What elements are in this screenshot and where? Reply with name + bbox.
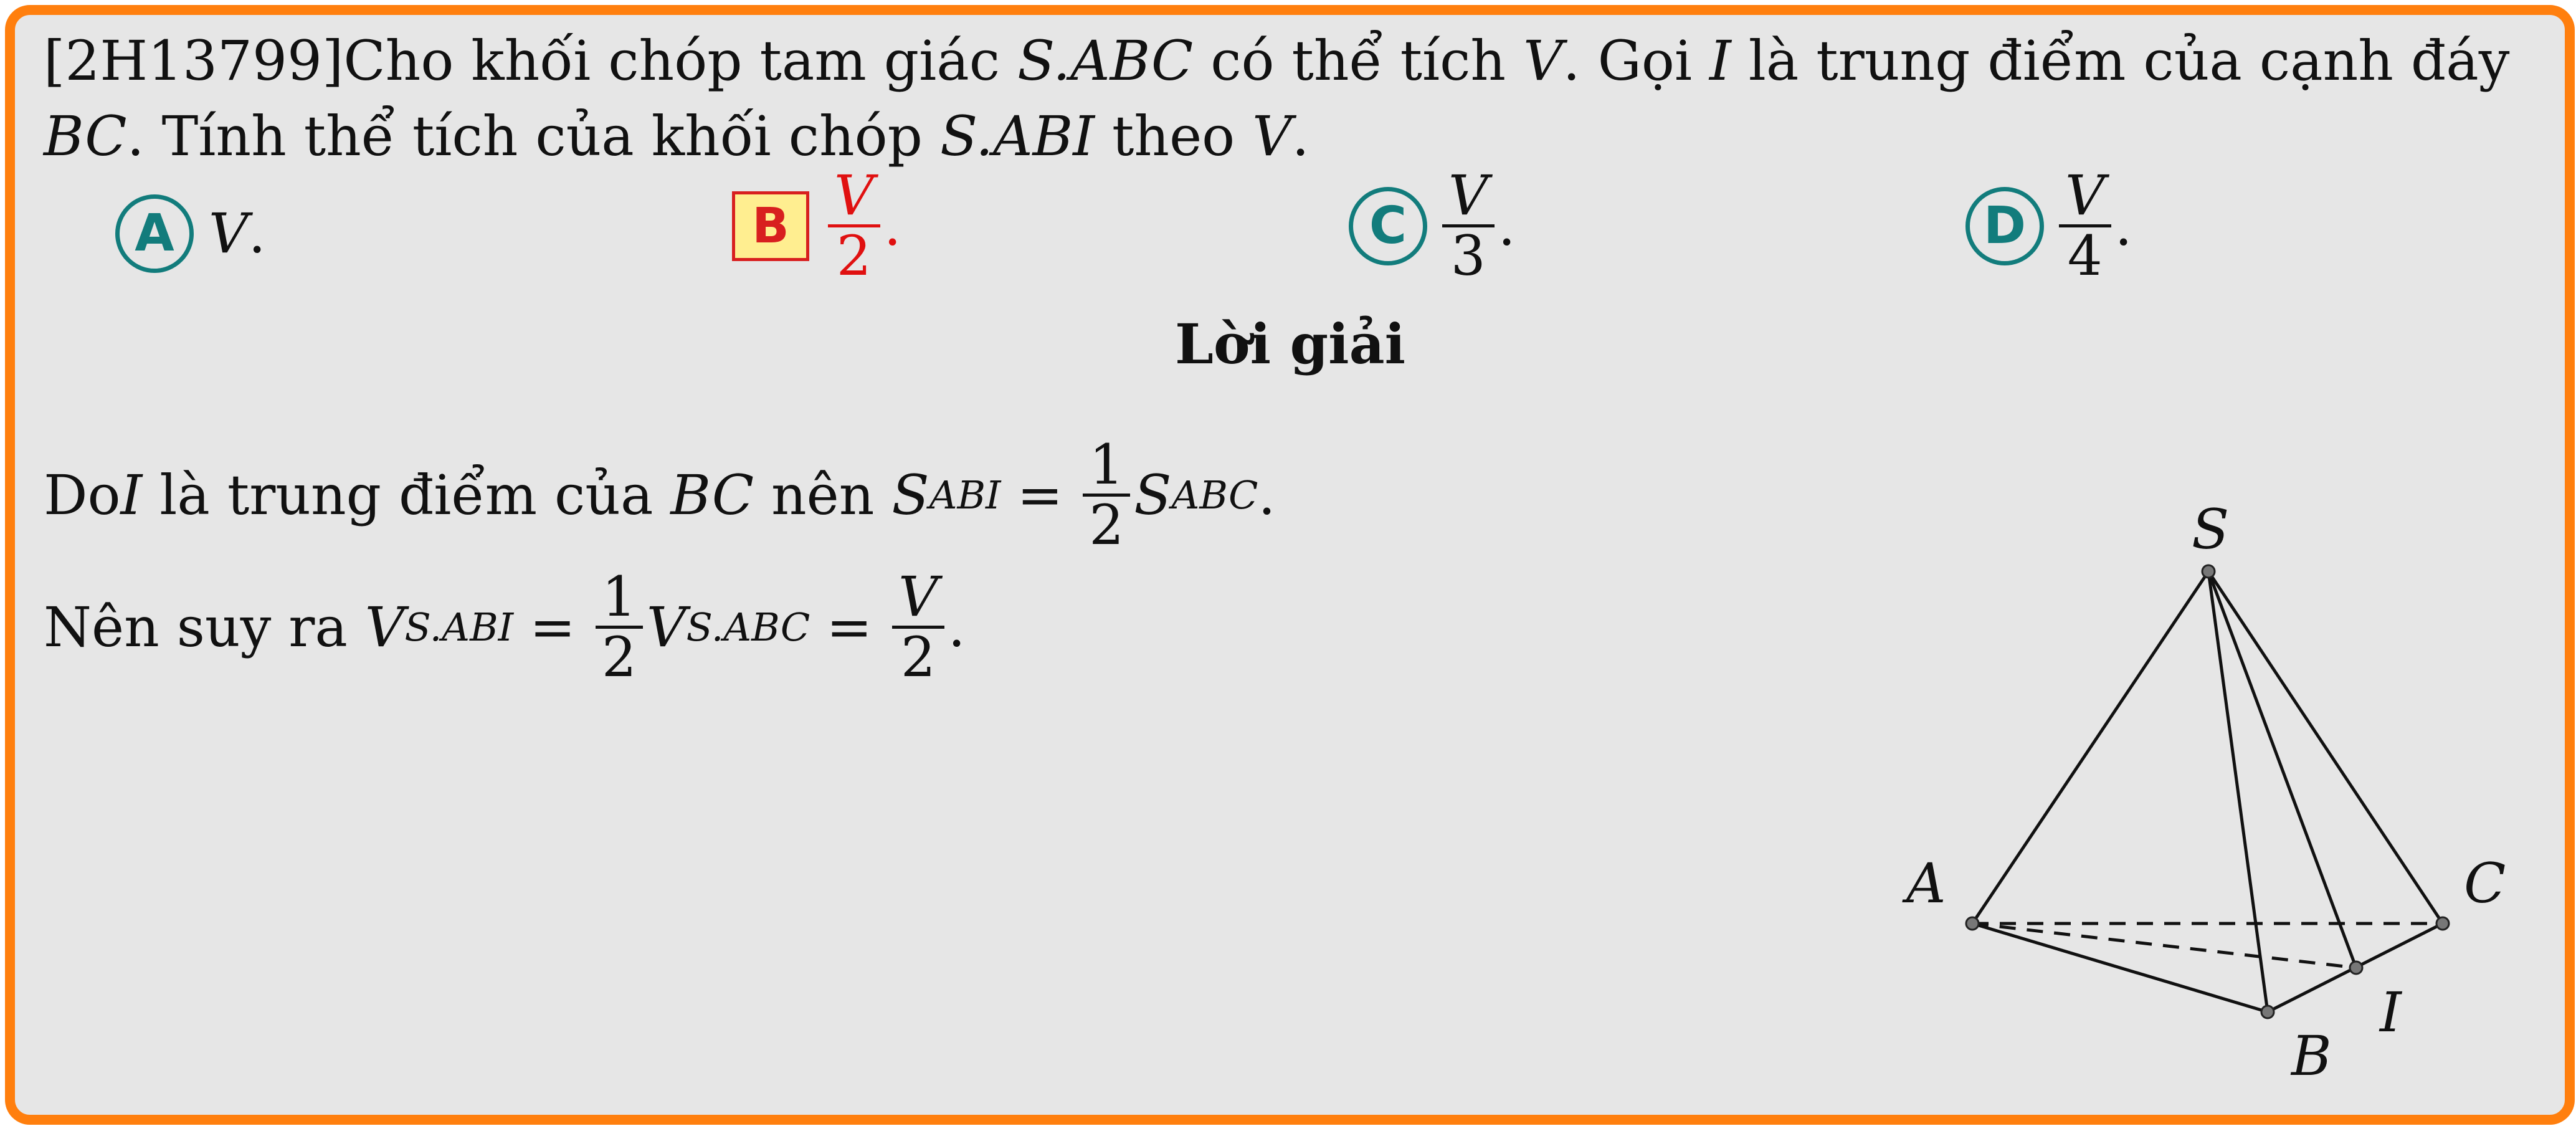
option-a[interactable]: A V . [115,194,266,273]
solution-line-2-fraction-1: 1 2 [596,568,643,687]
edge-ai-hidden [1972,923,2356,968]
edge-si [2208,571,2356,968]
question-line-2: BC. Tính thể tích của khối chóp S.ABI theo V. [44,104,1309,168]
question-line-1: [2H13799]Cho khối chóp tam giác S.ABC có thể tích V. Gọi I là trung điểm của cạnh đáy [44,29,2510,93]
option-c[interactable]: C V 3 . [1349,167,1516,285]
option-c-label: C [1349,187,1427,265]
vertex-s [2202,565,2215,578]
solution-line-2-fraction-2: V 2 [892,568,944,687]
option-b[interactable]: B V 2 . [732,167,901,285]
edge-sc [2208,571,2443,923]
solution-line-1: Do I là trung điểm của BC nên S ABI = 1 2 S ABC . [44,432,1276,558]
edge-sa [1972,571,2208,923]
option-a-value: V [209,201,249,265]
option-b-fraction: V 2 [828,167,880,285]
label-i: I [2380,980,2402,1044]
solution-line-2: Nên suy ra V S.ABI = 1 2 V S.ABC = V 2 . [44,565,966,690]
vertex-i [2350,961,2362,974]
label-a: A [1906,851,1946,915]
solution-heading: Lời giải [1175,312,1406,376]
vertex-a [1966,917,1979,930]
option-d-label: D [1965,187,2044,265]
solution-line-1-fraction: 1 2 [1083,436,1130,555]
option-c-fraction: V 3 [1442,167,1495,285]
question-code: [2H13799] [44,29,344,93]
option-d-fraction: V 4 [2059,167,2111,285]
label-c: C [2464,851,2506,915]
edge-sb [2208,571,2268,1012]
option-a-label: A [115,194,194,273]
label-s: S [2192,497,2230,561]
vertex-c [2436,917,2449,930]
vertex-b [2261,1006,2274,1018]
label-b: B [2291,1024,2332,1088]
edge-ab [1972,923,2268,1012]
option-b-label: B [732,191,809,261]
option-d[interactable]: D V 4 . [1965,167,2132,285]
